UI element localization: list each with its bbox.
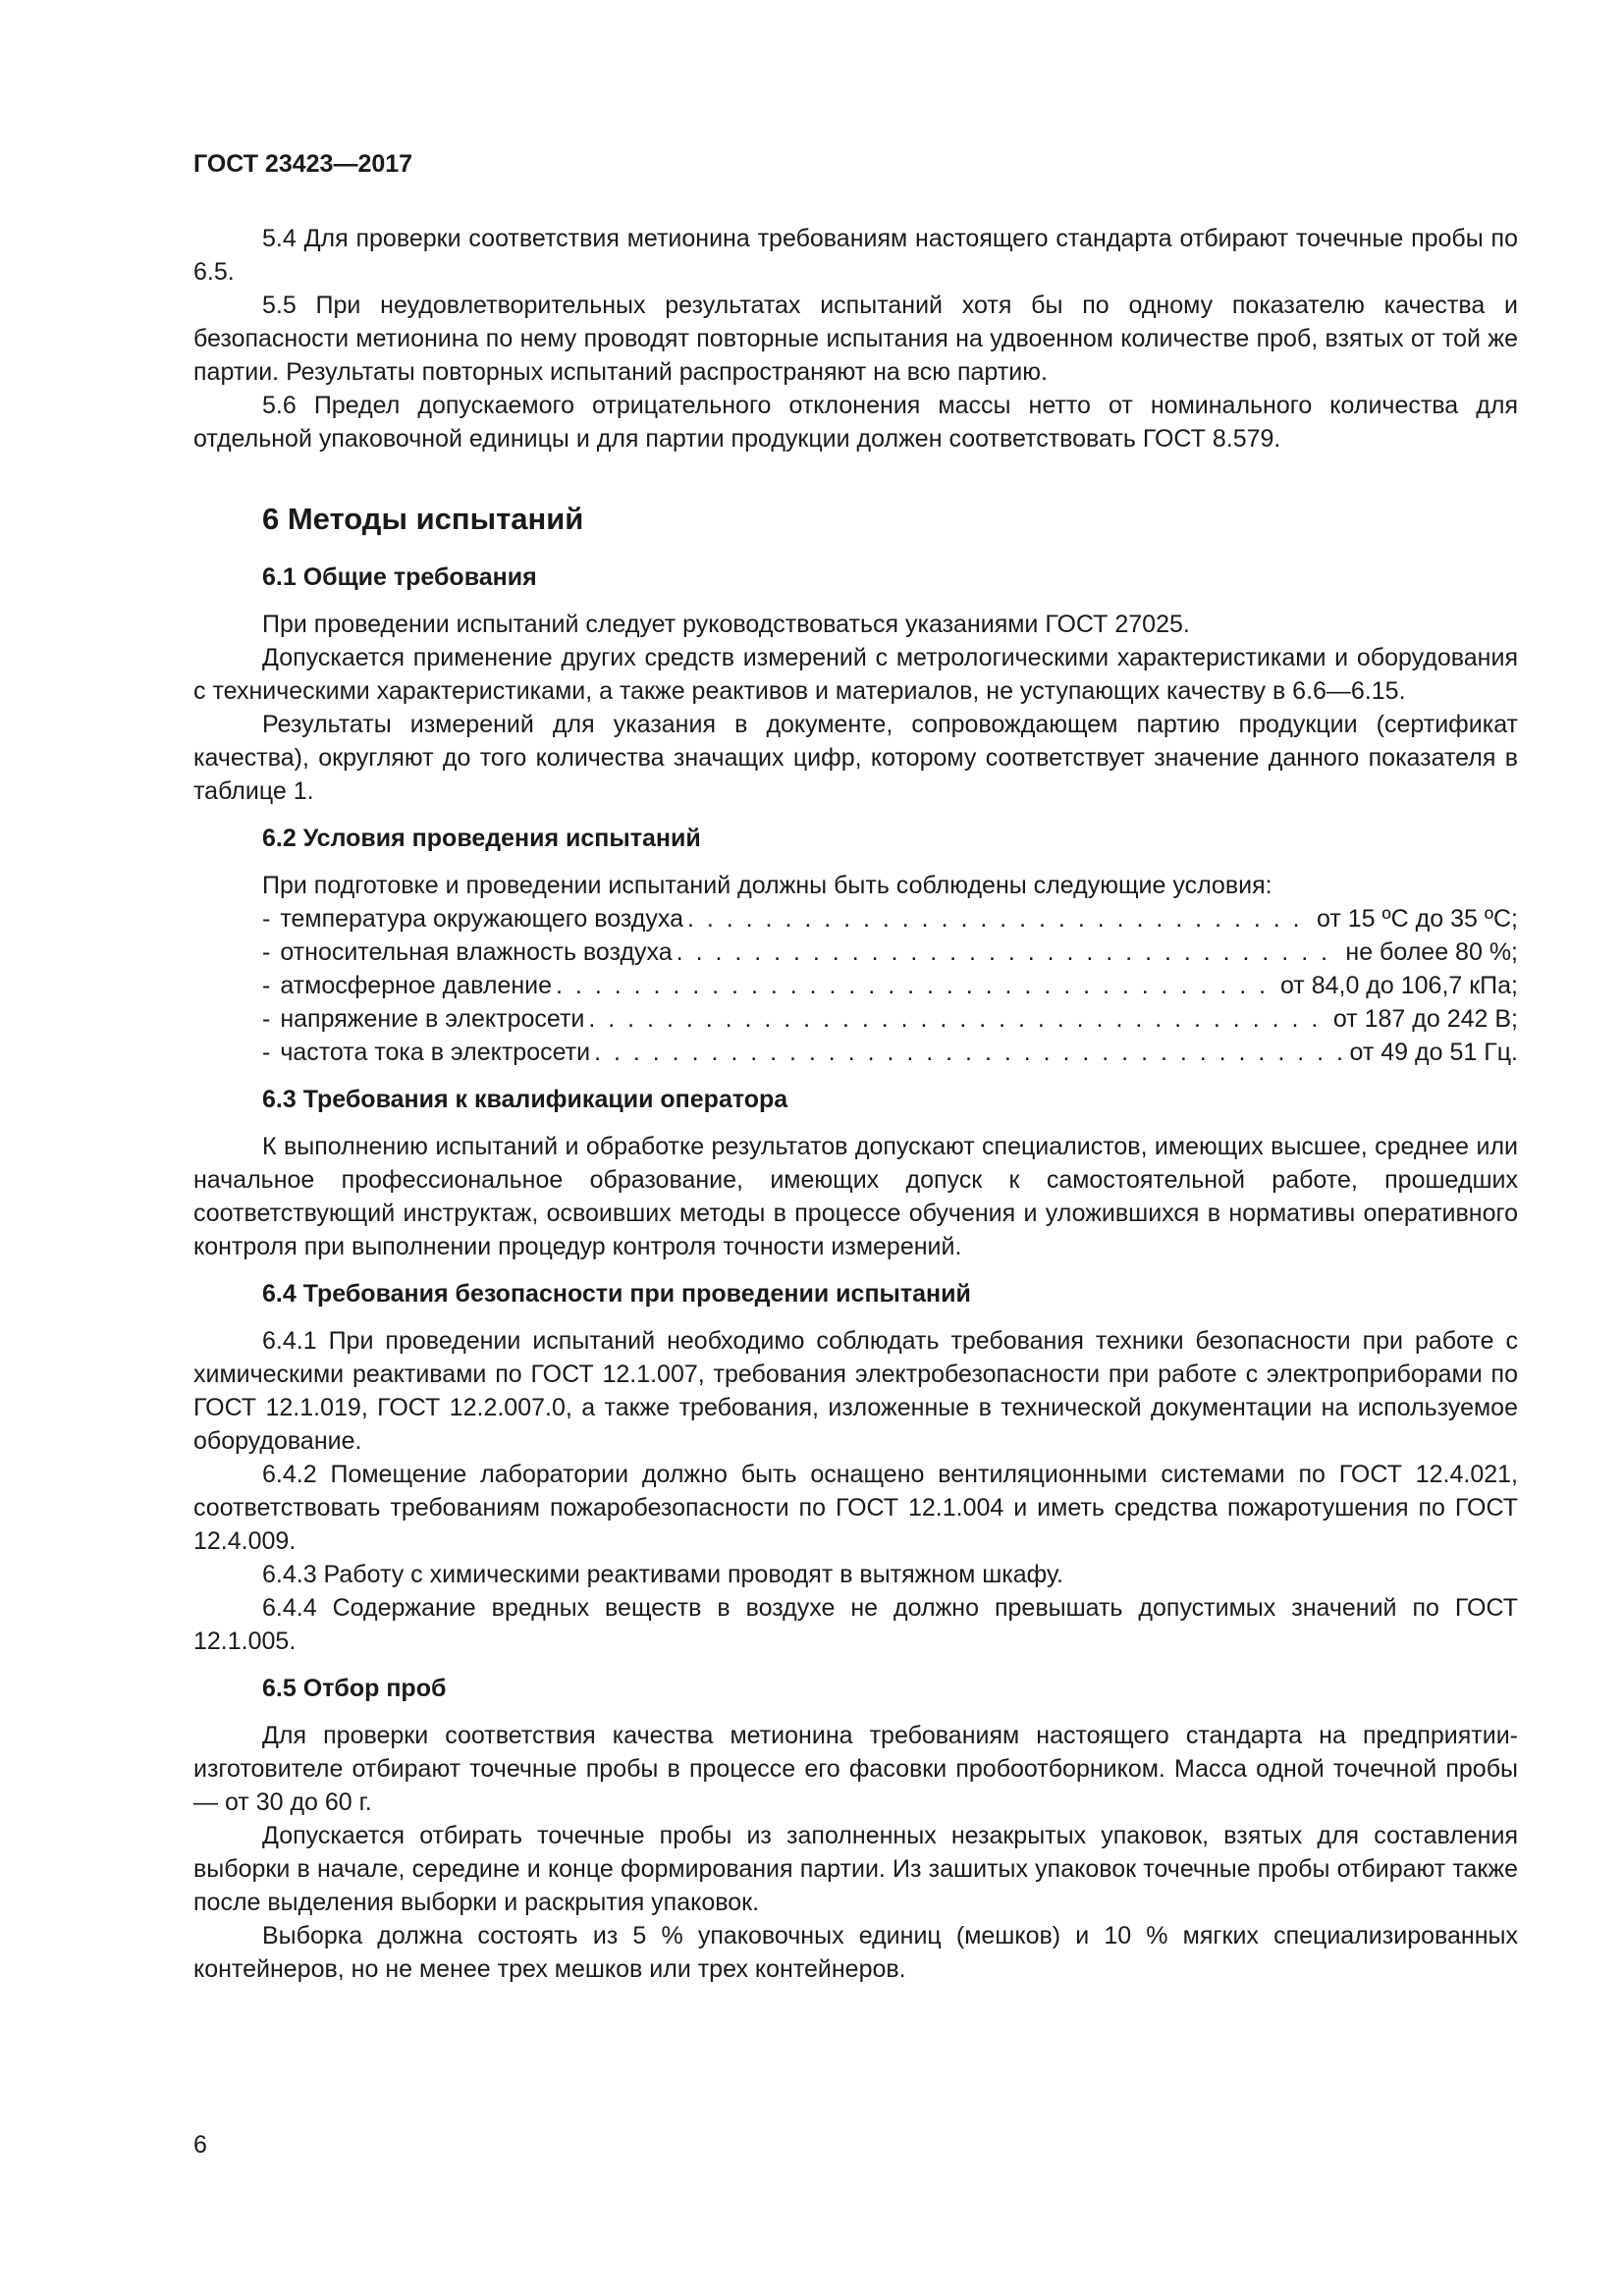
paragraph-6-1-1: При проведении испытаний следует руководствоваться указаниями ГОСТ 27025. <box>262 611 1190 638</box>
paragraph-6-2-intro: При подготовке и проведении испытаний должны быть соблюдены следующие условия: <box>262 872 1272 899</box>
paragraph-6-1-3: Результаты измерений для указания в документе, сопровождающем партию продукции (сертификат качества), округляют до того количества значащих цифр, которому соответствует значение данного показателя в таблице 1. <box>193 711 1518 805</box>
paragraph-6-4-1: 6.4.1 При проведении испытаний необходимо соблюдать требования техники безопасности при работе с химическими реактивами по ГОСТ 12.1.007, требования электробезопасности при работе с электроприборами по ГОСТ 12.1.019, ГОСТ 12.2.007.0, а также требования, изложенные в технической документации на используемое оборудование. <box>193 1327 1518 1455</box>
paragraph-6-5-3: Выборка должна состоять из 5 % упаковочных единиц (мешков) и 10 % мягких специализированных контейнеров, но не менее трех мешков или трех контейнеров. <box>193 1922 1518 1983</box>
paragraph-5-6: 5.6 Предел допускаемого отрицательного отклонения массы нетто от номинального количества для отдельной упаковочной единицы и для партии продукции должен соответствовать ГОСТ 8.579. <box>193 392 1518 453</box>
paragraph-6-5-2: Допускается отбирать точечные пробы из заполненных незакрытых упаковок, взятых для составления выборки в начале, середине и конце формирования партии. Из зашитых упаковок точечные пробы отбирают также после выделения выборки и раскрытия упаковок. <box>193 1822 1518 1916</box>
list-dash: - <box>262 905 271 933</box>
condition-value: от 49 до 51 Гц. <box>1349 1039 1518 1066</box>
condition-temperature <box>193 902 1518 935</box>
condition-pressure <box>193 969 1518 1002</box>
paragraph-6-4-3: 6.4.3 Работу с химическими реактивами проводят в вытяжном шкафу. <box>262 1561 1063 1588</box>
condition-frequency <box>193 1036 1518 1069</box>
paragraph-6-4-4: 6.4.4 Содержание вредных веществ в воздухе не должно превышать допустимых значений по ГОСТ 12.1.005. <box>193 1594 1518 1655</box>
condition-label: частота тока в электросети <box>280 1039 591 1066</box>
condition-value: от 84,0 до 106,7 кПа; <box>1279 972 1518 999</box>
list-dash: - <box>262 1039 271 1066</box>
section-6-5-title: 6.5 Отбор проб <box>262 1675 447 1702</box>
section-6-title: 6 Методы испытаний <box>262 502 584 536</box>
paragraph-6-3-1: К выполнению испытаний и обработке результатов допускают специалистов, имеющих высшее, среднее или начальное профессиональное образование, имеющих допуск к самостоятельной работе, прошедших соответствующий инструктаж, освоивших методы в процессе обучения и уложившихся в нормативы оперативного контроля при выполнении процедур контроля точности измерений. <box>193 1133 1518 1260</box>
condition-voltage <box>193 1002 1518 1036</box>
condition-humidity <box>193 935 1518 969</box>
leader-dots <box>677 935 1342 969</box>
paragraph-6-4-2: 6.4.2 Помещение лаборатории должно быть оснащено вентиляционными системами по ГОСТ 12.4.021, соответствовать требованиям пожаробезопасности по ГОСТ 12.1.004 и иметь средства пожаротушения по ГОСТ 12.4.009. <box>193 1461 1518 1555</box>
leader-dots <box>687 902 1313 935</box>
section-6-4-title: 6.4 Требования безопасности при проведении испытаний <box>262 1280 971 1308</box>
page-number: 6 <box>193 2131 207 2159</box>
condition-value: от 187 до 242 В; <box>1332 1005 1518 1033</box>
condition-label: температура окружающего воздуха <box>280 905 683 933</box>
condition-label: относительная влажность воздуха <box>280 938 673 966</box>
section-6-1-title: 6.1 Общие требования <box>262 563 537 591</box>
document-header: ГОСТ 23423—2017 <box>193 150 413 178</box>
list-dash: - <box>262 972 271 999</box>
leader-dots <box>594 1036 1345 1069</box>
condition-label: напряжение в электросети <box>280 1005 585 1033</box>
section-6-2-title: 6.2 Условия проведения испытаний <box>262 825 701 852</box>
document-body <box>193 222 1518 1986</box>
condition-label: атмосферное давление <box>280 972 553 999</box>
paragraph-6-1-2: Допускается применение других средств измерений с метрологическими характеристиками и оборудования с техническими характеристиками, а также реактивов и материалов, не уступающих качеству в 6.6—6.15. <box>193 644 1518 705</box>
section-6-3-title: 6.3 Требования к квалификации оператора <box>262 1086 788 1113</box>
leader-dots <box>556 969 1276 1002</box>
paragraph-5-4: 5.4 Для проверки соответствия метионина требованиям настоящего стандарта отбирают точечные пробы по 6.5. <box>193 225 1518 286</box>
paragraph-6-5-1: Для проверки соответствия качества метионина требованиям настоящего стандарта на предприятии-изготовителе отбирают точечные пробы в процессе его фасовки пробоотборником. Масса одной точечной пробы — от 30 до 60 г. <box>193 1722 1518 1816</box>
condition-value: не более 80 %; <box>1345 938 1518 966</box>
paragraph-5-5: 5.5 При неудовлетворительных результатах испытаний хотя бы по одному показателю качества и безопасности метионина по нему проводят повторные испытания на удвоенном количестве проб, взятых от той же партии. Результаты повторных испытаний распространяют на всю партию. <box>193 292 1518 386</box>
condition-value: от 15 ºС до 35 ºС; <box>1317 905 1518 933</box>
list-dash: - <box>262 1005 271 1033</box>
leader-dots <box>588 1002 1329 1036</box>
list-dash: - <box>262 938 271 966</box>
